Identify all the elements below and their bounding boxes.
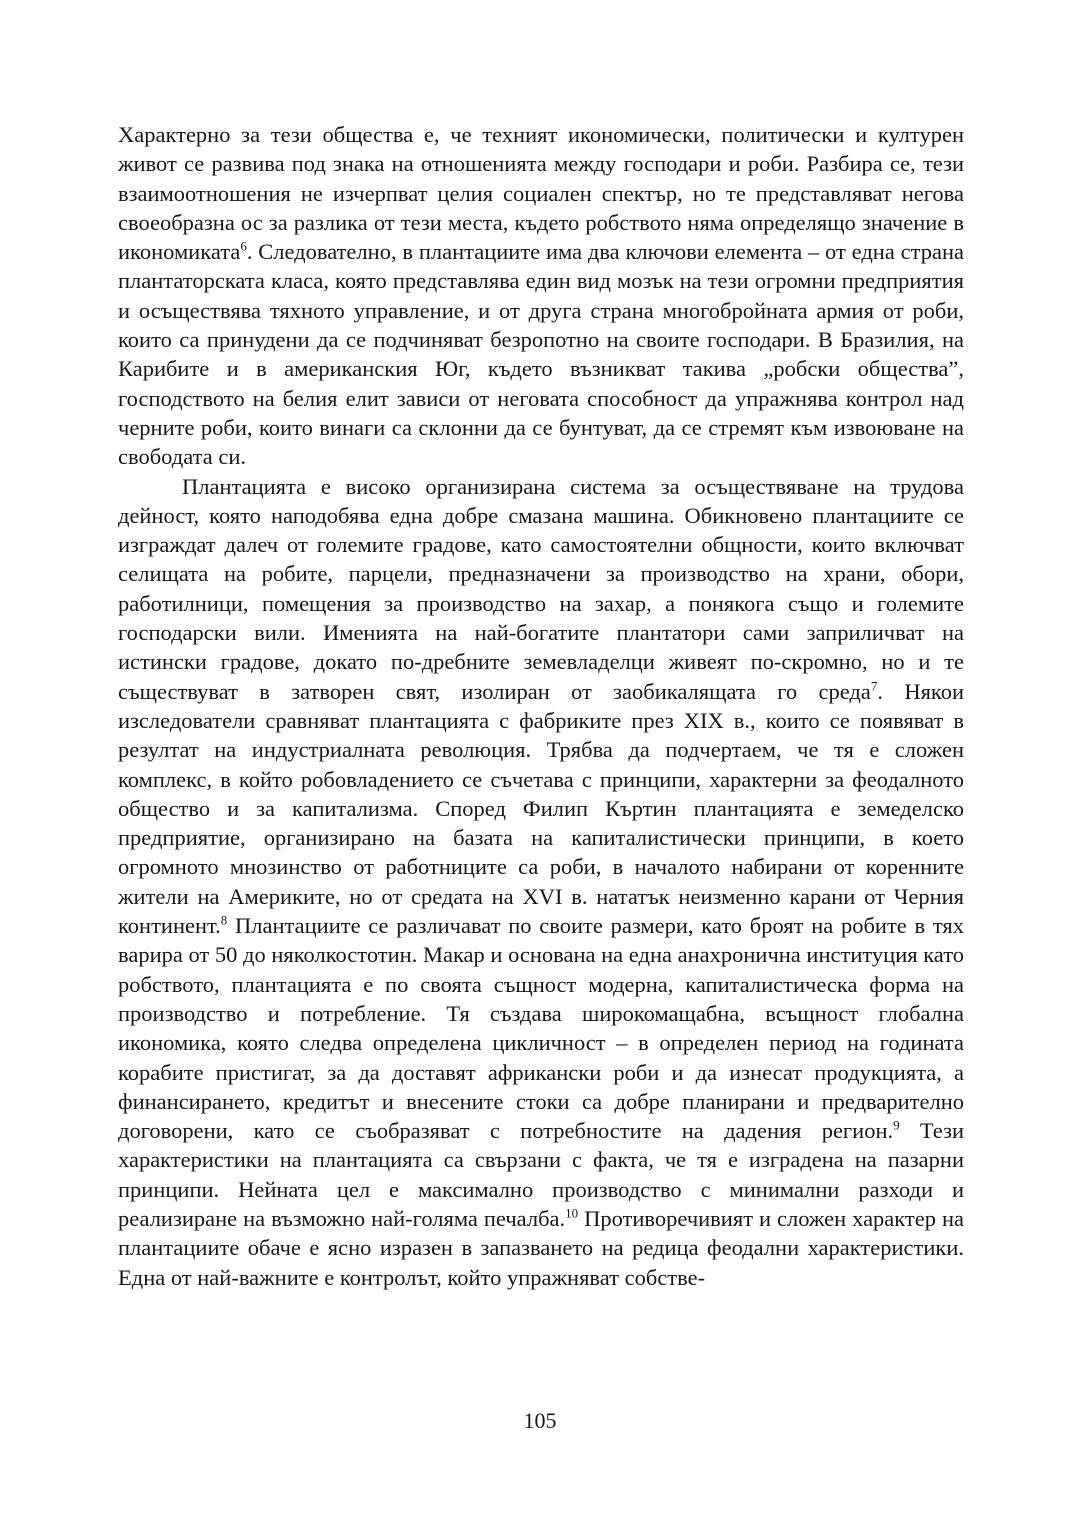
footnote-ref-6: 6 <box>240 238 247 254</box>
paragraph-2 <box>118 472 964 1292</box>
footnote-ref-7: 7 <box>870 678 878 694</box>
footnote-ref-9: 9 <box>893 1117 900 1133</box>
paragraph-text: Характерно за тези общества е, че техният икономически, политически и културен живот се развива под знака на отношенията между господари и роби. Разбира се, тези взаимоотношения не изчерпват целия социален спектър, но те представляват негова своеобразна ос за разлика от тези места, където робството няма определящо значение в икономиката <box>118 122 964 265</box>
paragraph-text: Плантациите се различават по своите размери, като броят на робите в тях варира от 50 до няколкостотин. Макар и основана на една анахронична институция като робството, плантацията е по своята същност модерна, капиталистическа форма на производство и потребление. Тя създава широкомащабна, всъщност глобална икономика, която следва определена цикличност – в определен период на годината корабите пристигат, за да доставят африкански роби и да изнесат продукцията, а финансирането, кредитът и внесените стоки са добре планирани и предварително договорени, като се съобразяват с потребностите на дадения регион. <box>118 913 964 1144</box>
paragraph-text: . Някои изследователи сравняват плантацията с фабриките през XIX в., които се появяват в резултат на индустриалната революция. Трябва да подчертаем, че тя е сложен комплекс, в който робовладението се съчетава с принципи, характерни за феодалното общество и за капитализма. Според Филип Къртин плантацията е земеделско предприятие, организирано на базата на капиталистически принципи, в което огромното мнозинство от работниците са роби, в началото набирани от коренните жители на Америките, но от средата на XVI в. нататък неизменно карани от Черния континент. <box>118 678 964 939</box>
body-text <box>118 120 964 1292</box>
paragraph-text: . Следователно, в плантациите има два ключови елемента – от една страна плантаторската класа, която представлява един вид мозък на тези огромни предприятия и осъществява тяхното управление, и от друга страна многобройната армия от роби, които са принудени да се подчиняват безропотно на своите господари. В Бразилия, на Карибите и в американския Юг, където възникват такива „робски общества”, господството на белия елит зависи от неговата способност да упражнява контрол над черните роби, които винаги са склонни да се бунтуват, да се стремят към извоюване на свободата си. <box>118 239 964 470</box>
paragraph-1 <box>118 120 964 472</box>
paragraph-text: Тези характеристики на плантацията са свързани с факта, че тя е изградена на пазарни принципи. Нейната цел е максимално производство с минимални разходи и реализиране на възможно най-голяма печалба. <box>118 1118 965 1231</box>
footnote-ref-10: 10 <box>565 1205 579 1221</box>
page-number: 105 <box>523 1408 557 1433</box>
footnote-ref-8: 8 <box>220 912 228 928</box>
paragraph-text: Противоречивият и сложен характер на плантациите обаче е ясно изразен в запазването на редица феодални характеристики. Една от най-важните е контролът, който упражняват собстве- <box>118 1205 964 1290</box>
paragraph-text: Плантацията е високо организирана система за осъществяване на трудова дейност, която наподобява една добре смазана машина. Обикновено плантациите се изграждат далеч от големите градове, като самостоятелни общности, които включват селищата на робите, парцели, предназначени за производство на храни, обори, работилници, помещения за производство на захар, а понякога също и големите господарски вили. Именията на най-богатите плантатори сами заприличват на истински градове, докато по-дребните земевладелци живеят по-скромно, но и те съществуват в затворен свят, изолиран от заобикалящата го среда <box>118 473 964 704</box>
